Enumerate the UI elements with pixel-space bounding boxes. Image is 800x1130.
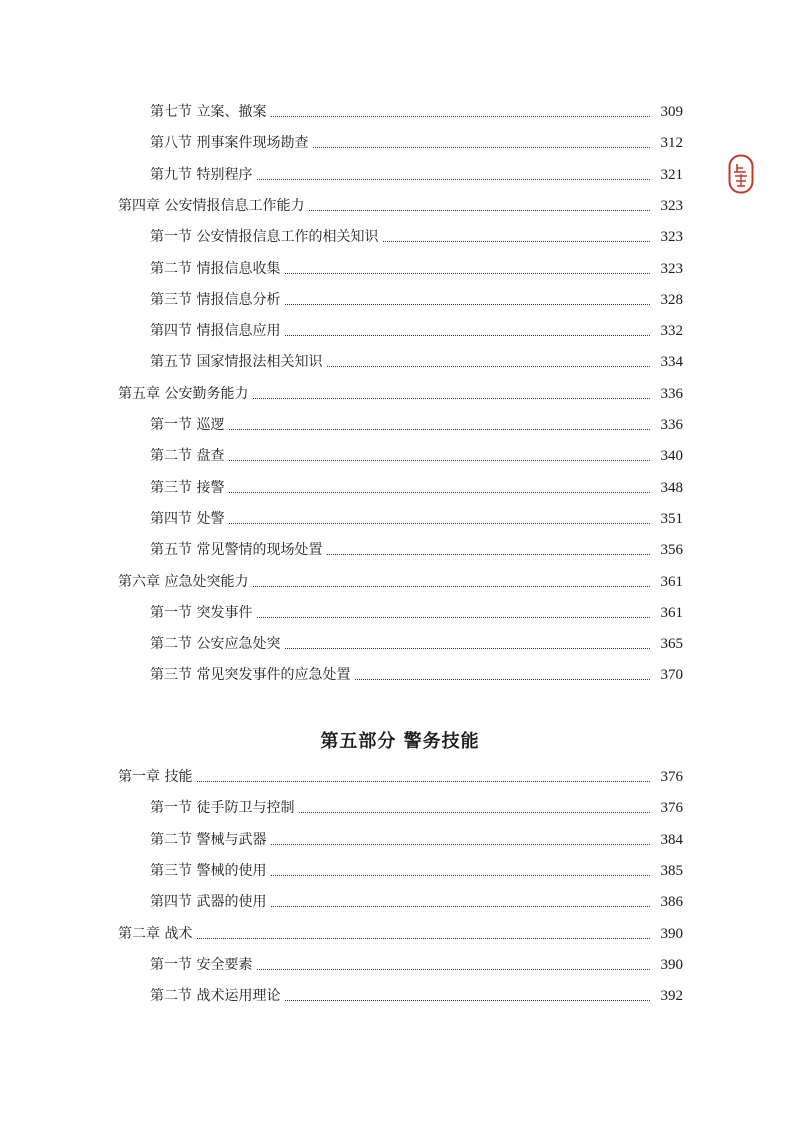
toc-section-entry[interactable] (0, 254, 800, 278)
toc-entry-label: 第九节 特别程序 (150, 166, 253, 183)
toc-entry-label: 第四章 公安情报信息工作能力 (118, 197, 305, 214)
toc-entry-label: 第三节 情报信息分析 (150, 291, 281, 308)
toc-page-number: 323 (660, 229, 683, 246)
dot-leader (229, 460, 650, 461)
toc-page-number: 365 (660, 636, 683, 653)
toc-page-number: 336 (660, 385, 683, 402)
dot-leader (253, 398, 650, 399)
toc-section-entry[interactable] (0, 222, 800, 246)
toc-section-entry[interactable] (0, 128, 800, 152)
dot-leader (229, 523, 650, 524)
toc-chapter-entry[interactable] (0, 762, 800, 786)
toc-section-entry[interactable] (0, 535, 800, 559)
toc-entry-label: 第三节 警械的使用 (150, 862, 267, 879)
toc-section-entry[interactable] (0, 981, 800, 1005)
toc-section-entry[interactable] (0, 629, 800, 653)
toc-entry-label: 第二节 战术运用理论 (150, 988, 281, 1005)
toc-entry-label: 第二章 战术 (118, 925, 193, 942)
toc-section-entry[interactable] (0, 660, 800, 684)
toc-entry-label: 第二节 公安应急处突 (150, 636, 281, 653)
toc-section-entry[interactable] (0, 473, 800, 497)
dot-leader (229, 429, 650, 430)
dot-leader (197, 781, 650, 782)
dot-leader (285, 335, 650, 336)
toc-entry-label: 第五节 国家情报法相关知识 (150, 354, 323, 371)
toc-entry-label: 第二节 警械与武器 (150, 831, 267, 848)
seal-stamp-icon (728, 154, 754, 194)
toc-page-number: 309 (660, 104, 683, 120)
toc-page-number: 386 (660, 894, 683, 911)
toc-entry-label: 第二节 情报信息收集 (150, 260, 281, 277)
toc-section-entry[interactable] (0, 856, 800, 880)
toc-page-number: 390 (660, 925, 683, 942)
dot-leader (285, 304, 650, 305)
toc-section-entry[interactable] (0, 825, 800, 849)
toc-entry-label: 第五章 公安勤务能力 (118, 385, 249, 402)
toc-page-number: 361 (660, 573, 683, 590)
dot-leader (271, 844, 650, 845)
toc-section-entry[interactable] (0, 285, 800, 309)
dot-leader (257, 617, 650, 618)
toc-section-entry[interactable] (0, 441, 800, 465)
toc-entry-label: 第七节 立案、撤案 (150, 104, 267, 120)
toc-section-entry[interactable] (0, 347, 800, 371)
toc-page-number: 351 (660, 510, 683, 527)
toc-chapter-entry[interactable] (0, 919, 800, 943)
toc-chapter-entry[interactable] (0, 567, 800, 591)
toc-page-number: 321 (660, 166, 683, 183)
toc-page-number: 384 (660, 831, 683, 848)
dot-leader (383, 241, 650, 242)
toc-entry-label: 第一节 安全要素 (150, 956, 253, 973)
toc-page-number: 376 (660, 769, 683, 785)
dot-leader (271, 875, 650, 876)
toc-page-number: 376 (660, 800, 683, 817)
toc-page-number: 340 (660, 448, 683, 465)
toc-page-number: 323 (660, 260, 683, 277)
toc-entry-label: 第一节 徒手防卫与控制 (150, 800, 295, 817)
toc-entry-label: 第三节 接警 (150, 479, 225, 496)
toc-entry-label: 第二节 盘查 (150, 448, 225, 465)
dot-leader (197, 938, 650, 939)
toc-page-number: 385 (660, 862, 683, 879)
toc-page-number: 361 (660, 604, 683, 621)
toc-section-entry[interactable] (0, 887, 800, 911)
toc-section-entry[interactable] (0, 950, 800, 974)
dot-leader (229, 492, 650, 493)
toc-page-number: 323 (660, 197, 683, 214)
toc-page-number: 392 (660, 988, 683, 1005)
toc-section-entry[interactable] (0, 97, 800, 121)
toc-entry-label: 第四节 处警 (150, 510, 225, 527)
toc-chapter-entry[interactable] (0, 191, 800, 215)
toc-page-number: 332 (660, 323, 683, 340)
part-title: 第五部分 警务技能 (320, 731, 480, 752)
dot-leader (257, 179, 650, 180)
toc-page-number: 334 (660, 354, 683, 371)
toc-entry-label: 第一章 技能 (118, 769, 193, 785)
toc-entry-label: 第五节 常见警情的现场处置 (150, 542, 323, 559)
toc-section-entry[interactable] (0, 598, 800, 622)
dot-leader (285, 1000, 650, 1001)
dot-leader (299, 812, 650, 813)
toc-section-entry[interactable] (0, 504, 800, 528)
toc-page-number: 370 (660, 667, 683, 684)
toc-entry-label: 第一节 突发事件 (150, 604, 253, 621)
toc-section-entry[interactable] (0, 160, 800, 184)
dot-leader (313, 147, 650, 148)
toc-section-entry[interactable] (0, 316, 800, 340)
toc-page-number: 328 (660, 291, 683, 308)
toc-entry-label: 第三节 常见突发事件的应急处置 (150, 667, 351, 684)
toc-entry-label: 第一节 巡逻 (150, 417, 225, 433)
dot-leader (285, 648, 650, 649)
toc-entry-label: 第一节 公安情报信息工作的相关知识 (150, 229, 379, 246)
dot-leader (271, 116, 650, 117)
toc-page-number: 336 (660, 417, 683, 433)
dot-leader (253, 586, 650, 587)
toc-entry-label: 第四节 武器的使用 (150, 894, 267, 911)
dot-leader (257, 969, 650, 970)
toc-chapter-entry[interactable] (0, 379, 800, 403)
toc-entry-label: 第六章 应急处突能力 (118, 573, 249, 590)
toc-page-number: 356 (660, 542, 683, 559)
toc-entry-label: 第八节 刑事案件现场勘查 (150, 135, 309, 152)
toc-page-number: 348 (660, 479, 683, 496)
dot-leader (309, 210, 650, 211)
toc-page-number: 390 (660, 956, 683, 973)
dot-leader (285, 273, 650, 274)
toc-page-number: 312 (660, 135, 683, 152)
dot-leader (355, 679, 650, 680)
dot-leader (327, 554, 650, 555)
toc-section-entry[interactable] (0, 410, 800, 434)
toc-entry-label: 第四节 情报信息应用 (150, 323, 281, 340)
dot-leader (271, 906, 650, 907)
toc-section-entry[interactable] (0, 793, 800, 817)
dot-leader (327, 366, 650, 367)
